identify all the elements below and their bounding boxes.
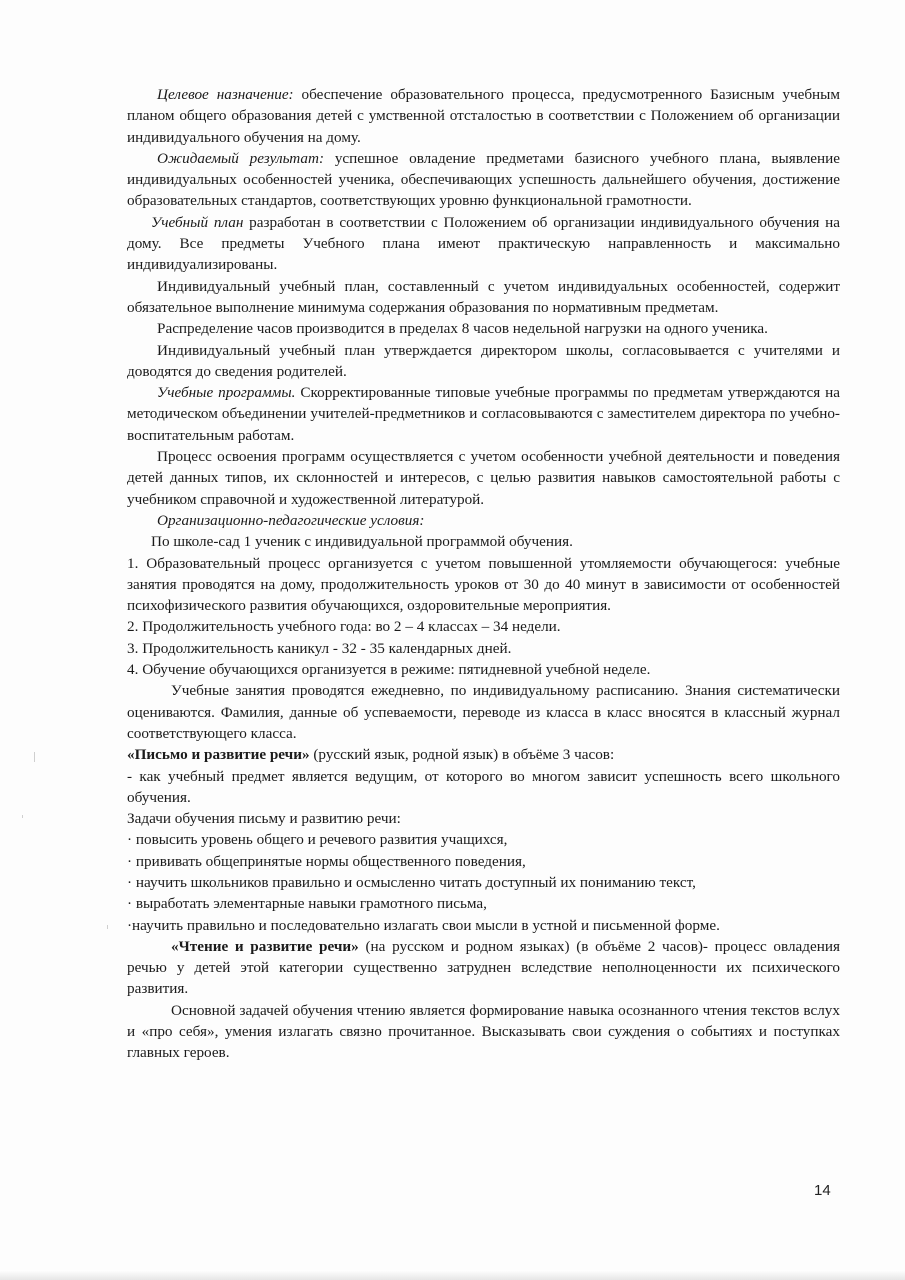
task-item-text: · повысить уровень общего и речевого развития учащихся, [127, 831, 508, 849]
paragraph-expected-result [127, 148, 840, 212]
paragraph-reading-subject [127, 936, 840, 1000]
list-item [127, 659, 840, 680]
list-item-text: 2. Продолжительность учебного года: во 2 – 4 классах – 34 недели. [127, 618, 561, 636]
conditions-heading: Организационно-педагогические условия: [157, 511, 425, 529]
list-item [127, 616, 840, 637]
scan-speck [107, 925, 108, 929]
scan-speck [34, 752, 35, 762]
mastering-process-text: Процесс освоения программ осуществляется с учетом особенности учебной деятельности и поведения детей данных типов, их склонностей и интересов, с целью развития навыков самостоятельной работы с учебником справочной и художественной литературой. [127, 448, 840, 508]
writing-tasks-heading: Задачи обучения письму и развитию речи: [127, 810, 401, 828]
expected-result-text: успешное овладение предметами базисного учебного плана, выявление индивидуальных особенностей ученика, обеспечивающих успешность дальнейшего обучения, достижение образовательных стандартов, соответствующих уровню функциональной грамотности. [127, 149, 841, 210]
paragraph-writing-subject [127, 744, 840, 765]
task-item-text: ·научить правильно и последовательно излагать свои мысли в устной и письменной форме. [127, 916, 720, 934]
curriculum-text: разработан в соответствии с Положением об организации индивидуального обучения на дому. Все предметы Учебного плана имеют практическую направленность и максимально индивидуализированы. [127, 213, 840, 274]
student-count-text: По школе-сад 1 ученик с индивидуальной программой обучения. [151, 533, 573, 551]
writing-subject-title: «Письмо и развитие речи» [127, 746, 310, 764]
paragraph-purpose [127, 84, 840, 148]
paragraph-mastering-process [127, 446, 840, 510]
scan-speck [22, 815, 23, 818]
task-item [127, 851, 840, 872]
list-item-text: 4. Обучение обучающихся организуется в режиме: пятидневной учебной неделе. [127, 661, 651, 679]
individual-plan-text: Индивидуальный учебный план, составленный с учетом индивидуальных особенностей, содержит обязательное выполнение минимума содержания образования по нормативным предметам. [127, 277, 840, 316]
paragraph-student-count [127, 531, 840, 552]
hours-distribution-text: Распределение часов производится в пределах 8 часов недельной нагрузки на одного ученика. [157, 320, 768, 338]
task-item [127, 893, 840, 914]
list-item-text: 1. Образовательный процесс организуется с учетом повышенной утомляемости обучающегося: учебные занятия проводятся на дому, продолжительность уроков от 30 до 40 минут в зависимости от особенностей психофизического развития обучающихся, оздоровительные мероприятия. [127, 554, 840, 615]
scan-bottom-edge [0, 1270, 905, 1280]
task-item-text: · прививать общепринятые нормы общественного поведения, [127, 852, 526, 870]
writing-subject-text: (русский язык, родной язык) в объёме 3 часов: [309, 746, 615, 764]
paragraph-hours-distribution [127, 318, 840, 339]
task-item-text: · выработать элементарные навыки грамотного письма, [127, 895, 487, 913]
paragraph-plan-approval [127, 340, 840, 383]
daily-lessons-text: Учебные занятия проводятся ежедневно, по индивидуальному расписанию. Знания систематически оцениваются. Фамилия, данные об успеваемости, переводе из класса в класс вносятся в классный журнал соответствующего класса. [127, 682, 840, 742]
task-item-text: · научить школьников правильно и осмысленно читать доступный их пониманию текст, [127, 873, 696, 891]
paragraph-conditions-heading [127, 510, 840, 531]
document-body [127, 84, 840, 1064]
plan-approval-text: Индивидуальный учебный план утверждается директором школы, согласовывается с учителями и доводятся до сведения родителей. [127, 341, 840, 380]
task-item [127, 829, 840, 850]
list-item [127, 553, 840, 617]
curriculum-label: Учебный план [151, 213, 244, 231]
paragraph-daily-lessons [127, 680, 840, 744]
reading-subject-text: (на русском и родном языках) (в объёме 2 часов)- процесс овладения речью у детей этой категории существенно затруднен вследствие неполноценности их психического развития. [127, 937, 840, 998]
paragraph-individual-plan [127, 276, 840, 319]
page-number: 14 [814, 1182, 831, 1199]
reading-subject-title: «Чтение и развитие речи» [171, 937, 359, 955]
paragraph-writing-tasks-heading [127, 808, 840, 829]
writing-role-text: - как учебный предмет является ведущим, от которого во многом зависит успешность всего школьного обучения. [127, 767, 840, 806]
programs-label: Учебные программы. [157, 384, 296, 402]
list-item [127, 638, 840, 659]
paragraph-writing-role [127, 766, 840, 809]
purpose-text: обеспечение образовательного процесса, предусмотренного Базисным учебным планом общего образования детей с умственной отсталостью в соответствии с Положением об организации индивидуального обучения на дому. [127, 86, 840, 146]
programs-text: Скорректированные типовые учебные программы по предметам утверждаются на методическом объединении учителей-предметников и согласовываются с заместителем директора по учебно-воспитательным работам. [127, 384, 840, 444]
paragraph-reading-goal [127, 1000, 840, 1064]
expected-result-label: Ожидаемый результат: [157, 149, 325, 167]
paragraph-programs [127, 382, 840, 446]
task-item [127, 872, 840, 893]
paragraph-curriculum [127, 212, 840, 276]
list-item-text: 3. Продолжительность каникул - 32 - 35 календарных дней. [127, 639, 512, 657]
reading-goal-text: Основной задачей обучения чтению является формирование навыка осознанного чтения текстов вслух и «про себя», умения излагать связно прочитанное. Высказывать свои суждения о событиях и поступках главных героев. [127, 1001, 840, 1062]
task-item [127, 915, 840, 936]
purpose-label: Целевое назначение: [157, 86, 294, 103]
